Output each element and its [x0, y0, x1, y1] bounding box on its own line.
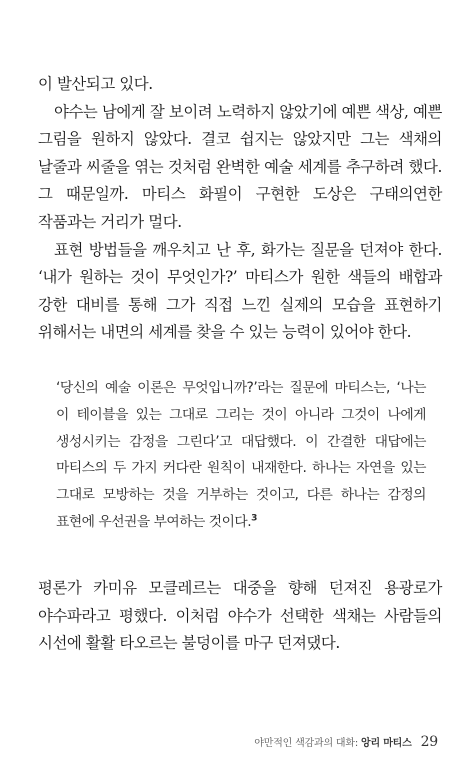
- page-number: 29: [420, 734, 438, 750]
- quote-text: ‘당신의 예술 이론은 무엇입니까?’라는 질문에 마티스는, ‘나는 이 테이블을 있는 그대로 그리는 것이 아니라 그것이 나에게 생성시키는 감정을 그린다’고 대답했다. 이 간결한 대답에는 마티스의 두 가지 커다란 원칙이 내재한다. 하나는 자연을 있는 그대로 모방하는 것을 거부하는 것이고, 다른 하나는 감정의 표현에 우선권을 부여하는 것이다.: [56, 380, 426, 530]
- running-title: 야만적인 색감과의 대화:: [254, 738, 359, 749]
- paragraph-continuation: 이 발산되고 있다.: [38, 75, 153, 93]
- running-title-artist: 앙리 마티스: [361, 738, 412, 749]
- paragraph: 표현 방법들을 깨우치고 난 후, 화가는 질문을 던져야 한다. ‘내가 원하는 것이 무엇인가?’ 마티스가 원한 색들의 배합과 강한 대비를 통해 그가 직접 느낀 실제의 모습을 표현하기 위해서는 내면의 세계를 찾을 수 있는 능력이 있어야 한다.: [38, 240, 442, 342]
- paragraph: 야수는 남에게 잘 보이려 노력하지 않았기에 예쁜 색상, 예쁜 그림을 원하지 않았다. 결코 쉽지는 않았지만 그는 색채의 날줄과 씨줄을 엮는 것처럼 완벽한 예술 세계를 추구하려 했다. 그 때문일까. 마티스 화필이 구현한 도상은 구태의연한 작품과는 거리가 멀다.: [38, 102, 442, 231]
- closing-text-block: [38, 575, 442, 658]
- paragraph: 평론가 카미유 모클레르는 대중을 향해 던져진 용광로가 야수파라고 평했다. 이처럼 야수가 선택한 색채는 사람들의 시선에 활활 타오르는 불덩이를 마구 던져댔다.: [38, 579, 442, 653]
- body-text-block: [38, 71, 442, 347]
- block-quote: [56, 375, 426, 536]
- footnote-marker: 3: [251, 513, 257, 524]
- page-footer: [254, 734, 438, 750]
